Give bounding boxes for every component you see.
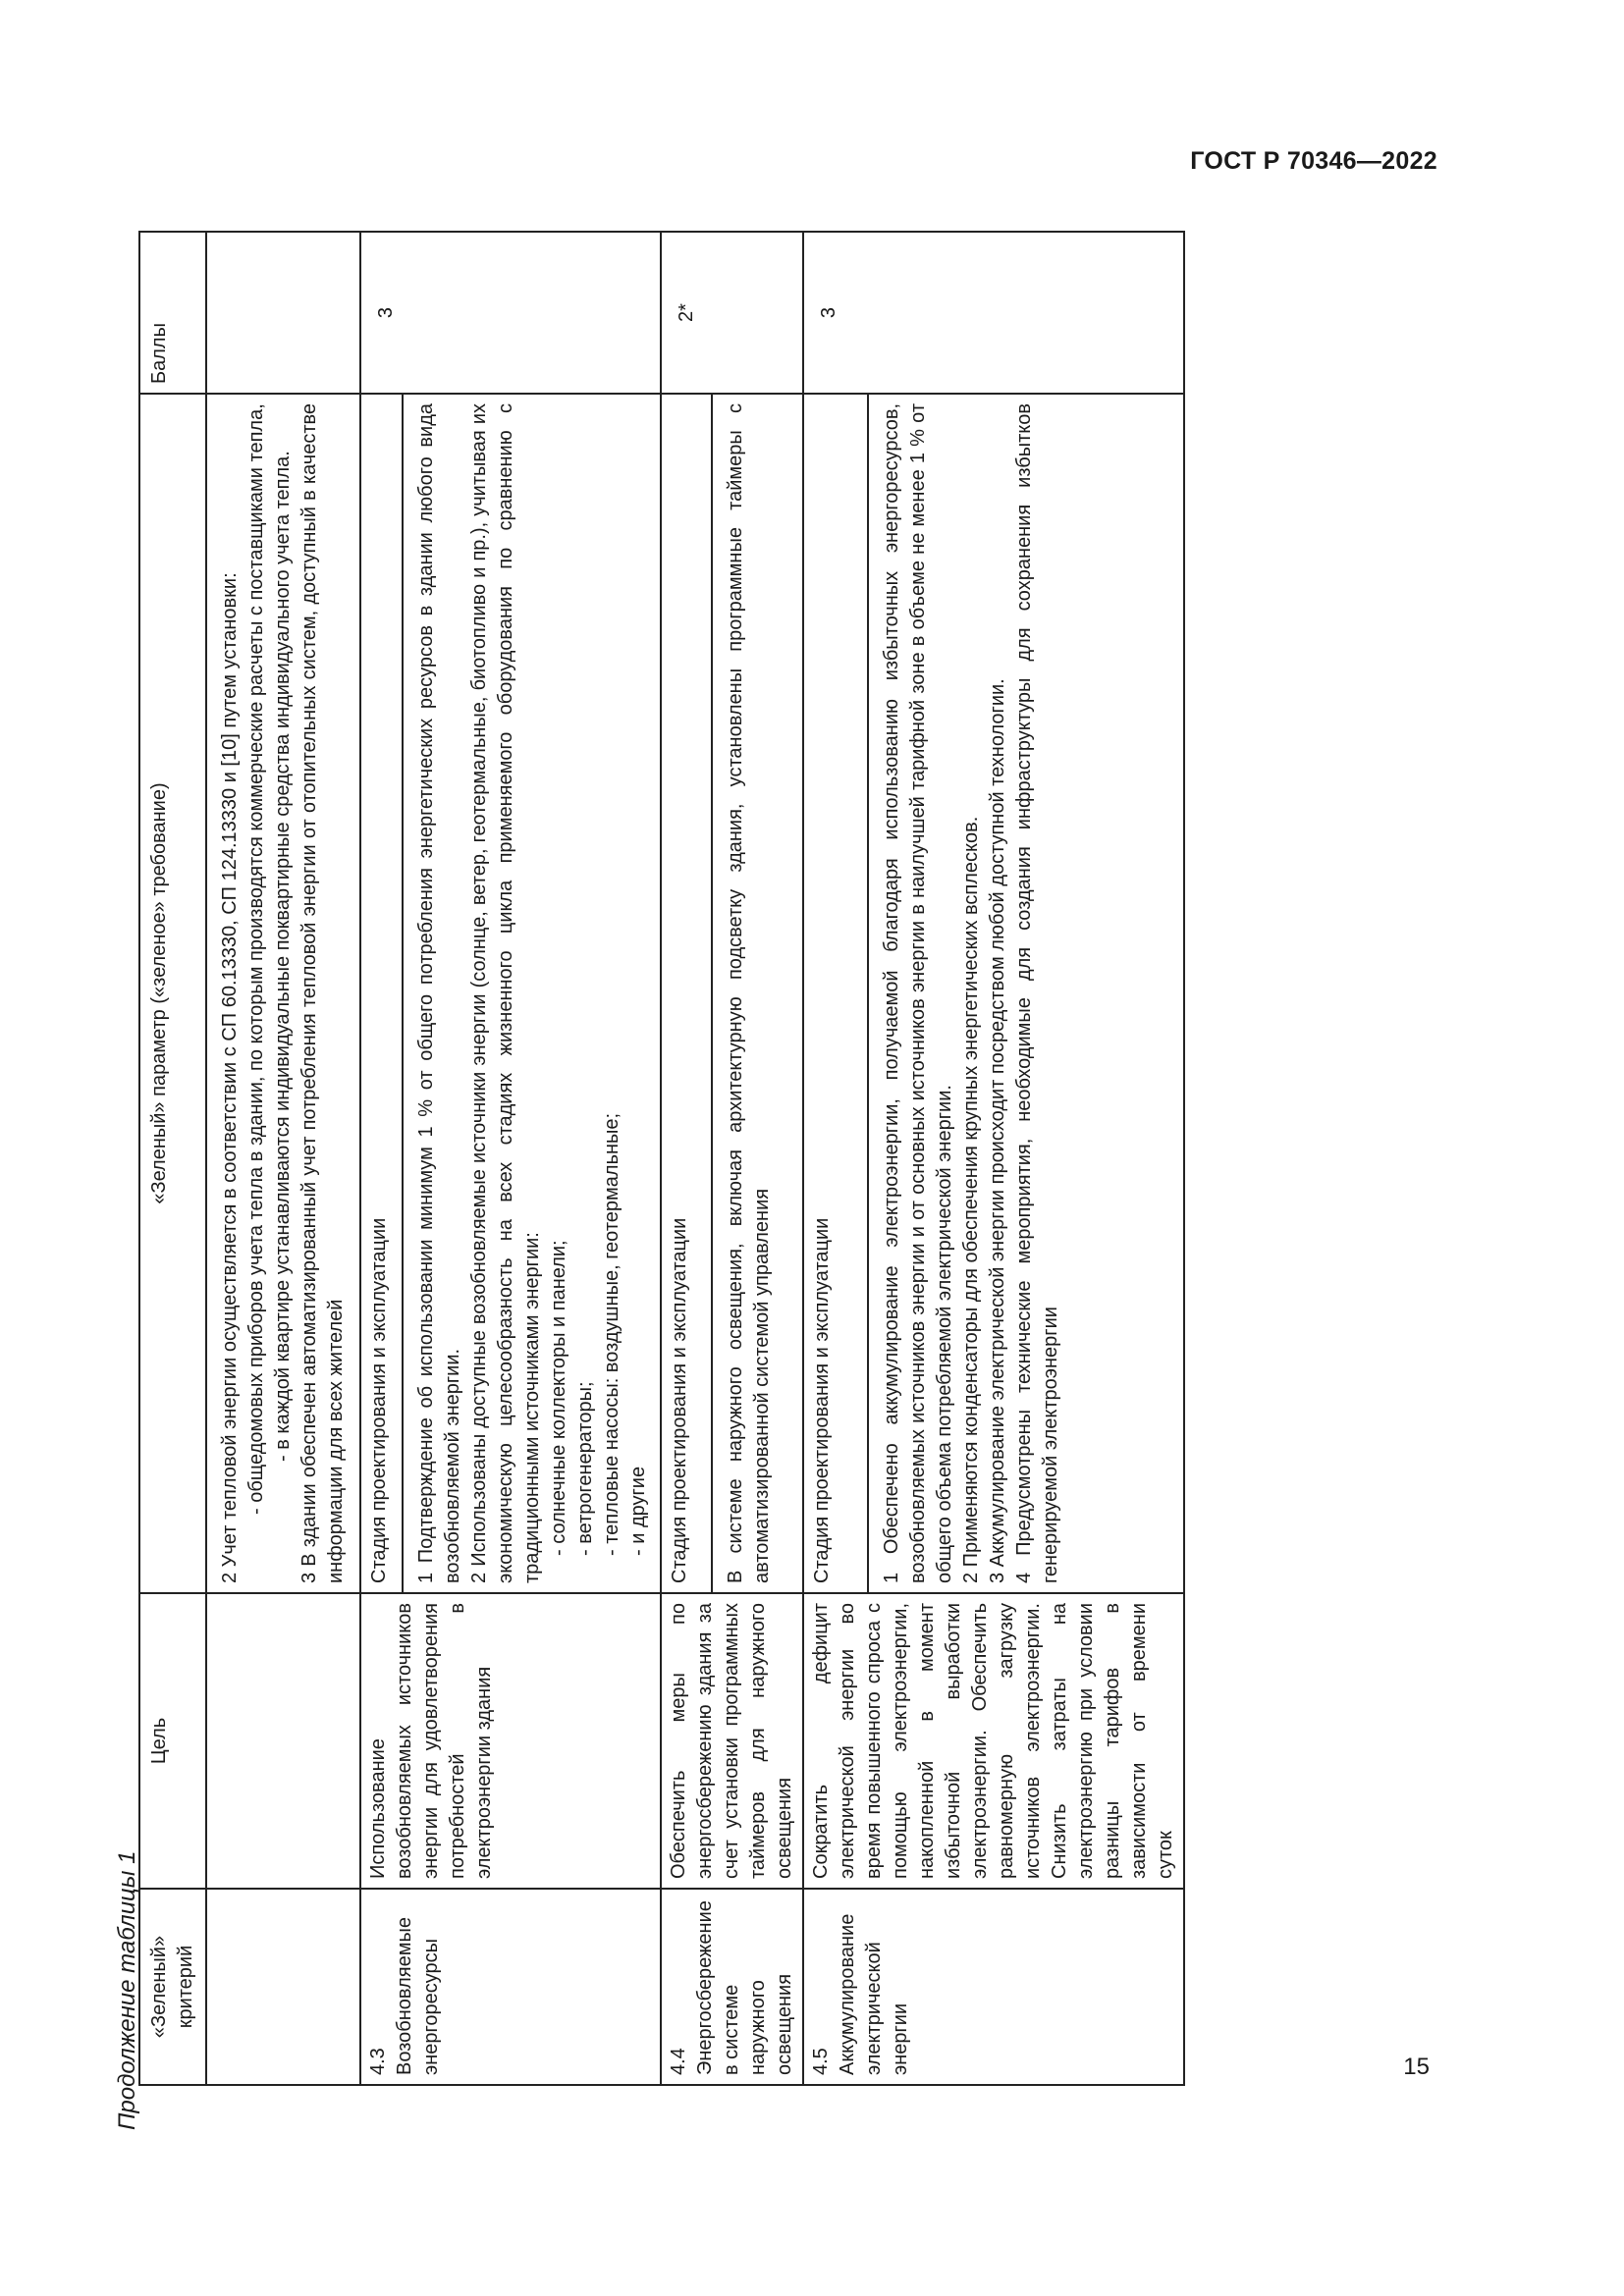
green-criteria-table (138, 231, 1185, 2086)
requirement-2-bullet-2: - в каждой квартире устанавливаются индивидуальные поквартирные средства индивидуального учета тепла. (272, 451, 294, 1462)
requirement-3: 3 В здании обеспечен автоматизированный учет потребления тепловой энергии от отопительных систем, доступный в качестве информации для всех жителей (298, 403, 347, 1583)
requirement-2: 2 Использованы доступные возобновляемые источники энергии (солнце, ветер, геотермальные, биотопливо и пр.), учитывая их экономическую целесообразность на всех стадиях жизненного цикла применяемого оборудования по сравнению с традиционными источниками энергии: (468, 403, 543, 1583)
criterion-cell: 4.3 Возобновляемые энергоресурсы (360, 1889, 661, 2085)
header-parameter: «Зеленый» параметр («зеленое» требование) (139, 394, 206, 1593)
bullet-heat-pumps: - тепловые насосы: воздушные, геотермальные; (601, 1112, 623, 1556)
parameter-cell-4-2 (206, 394, 360, 1593)
criterion-cell: 4.4 Энергосбережение в системе наружного освещения (661, 1889, 803, 2085)
page-number: 15 (1403, 2054, 1430, 2080)
header-points: Баллы (139, 232, 206, 394)
table-row-4-2-continued (206, 232, 360, 2085)
parameter-cell-4-5 (868, 394, 1184, 1593)
bullet-solar: - солнечные коллекторы и панели; (548, 1240, 569, 1556)
bullet-other: - и другие (627, 1466, 649, 1556)
requirement-1: 1 Обеспечено аккумулирование электроэнергии, получаемой благодаря использованию избыточных энергоресурсов, возобновляемых источников энергии и от основных источников энергии в наилучшей тарифной зоне в объеме не менее 1 % от общего объема потребляемой электрической энергии. (880, 403, 955, 1583)
requirement-text: В системе наружного освещения, включая архитектурную подсветку здания, установлены программные таймеры с автоматизированной системой управления (725, 403, 774, 1583)
requirement-2: 2 Учет тепловой энергии осуществляется в соответствии с СП 60.13330, СП 124.13330 и [10] путем установки: (219, 572, 241, 1583)
table-caption: Продолжение таблицы 1 (114, 1850, 140, 2130)
points-cell: 2* (661, 232, 803, 394)
document-code: ГОСТ Р 70346—2022 (1190, 147, 1437, 175)
header-goal: Цель (139, 1593, 206, 1889)
criterion-cell-empty (206, 1889, 360, 2085)
requirement-2: 2 Применяются конденсаторы для обеспечения крупных энергетических всплесков. (959, 816, 982, 1583)
header-criterion: «Зеленый» критерий (139, 1889, 206, 2085)
table-row-4-4 (661, 232, 712, 2085)
requirement-2-bullet-1: - общедомовых приборов учета тепла в здании, по которым производятся коммерческие расчеты с поставщиками тепла, (245, 403, 267, 1515)
goal-cell: Сократить дефицит электрической энергии во время повышенного спроса с помощью электроэнергии, накопленной в момент избыточной выработки электроэнергии. Обеспечить равномерную загрузку источников электроэнергии. Снизить затраты на электроэнергию при условии разницы тарифов в зависимости от времени суток (803, 1593, 1184, 1889)
points-cell-empty (206, 232, 360, 394)
goal-cell: Использование возобновляемых источников энергии для удовлетворения потребностей в электроэнергии здания (360, 1593, 661, 1889)
table-header-row (139, 232, 206, 2085)
criterion-cell: 4.5 Аккумулирование электрической энергии (803, 1889, 1184, 2085)
requirement-4: 4 Предусмотрены технические мероприятия, необходимые для создания инфраструктуры для сохранения избытков генерируемой электроэнергии (1012, 403, 1061, 1583)
points-cell: 3 (360, 232, 661, 394)
points-cell: 3 (803, 232, 1184, 394)
requirement-3: 3 Аккумулирование электрической энергии происходит посредством любой доступной технологии. (986, 678, 1008, 1583)
goal-cell-empty (206, 1593, 360, 1889)
table-row-4-3 (360, 232, 403, 2085)
parameter-cell-4-4 (712, 394, 803, 1593)
stage-cell: Стадия проектирования и эксплуатации (803, 394, 868, 1593)
requirement-1: 1 Подтверждение об использовании минимум 1 % от общего потребления энергетических ресурсов в здании любого вида возобновляемой энергии. (415, 403, 463, 1583)
parameter-cell-4-3 (403, 394, 661, 1593)
table-row-4-5 (803, 232, 868, 2085)
stage-cell: Стадия проектирования и эксплуатации (360, 394, 403, 1593)
standards-table-rotated (138, 233, 1185, 2086)
stage-cell: Стадия проектирования и эксплуатации (661, 394, 712, 1593)
goal-cell: Обеспечить меры по энергосбережению здания за счет установки программных таймеров для наружного освещения (661, 1593, 803, 1889)
bullet-wind: - ветрогенераторы; (574, 1381, 596, 1556)
